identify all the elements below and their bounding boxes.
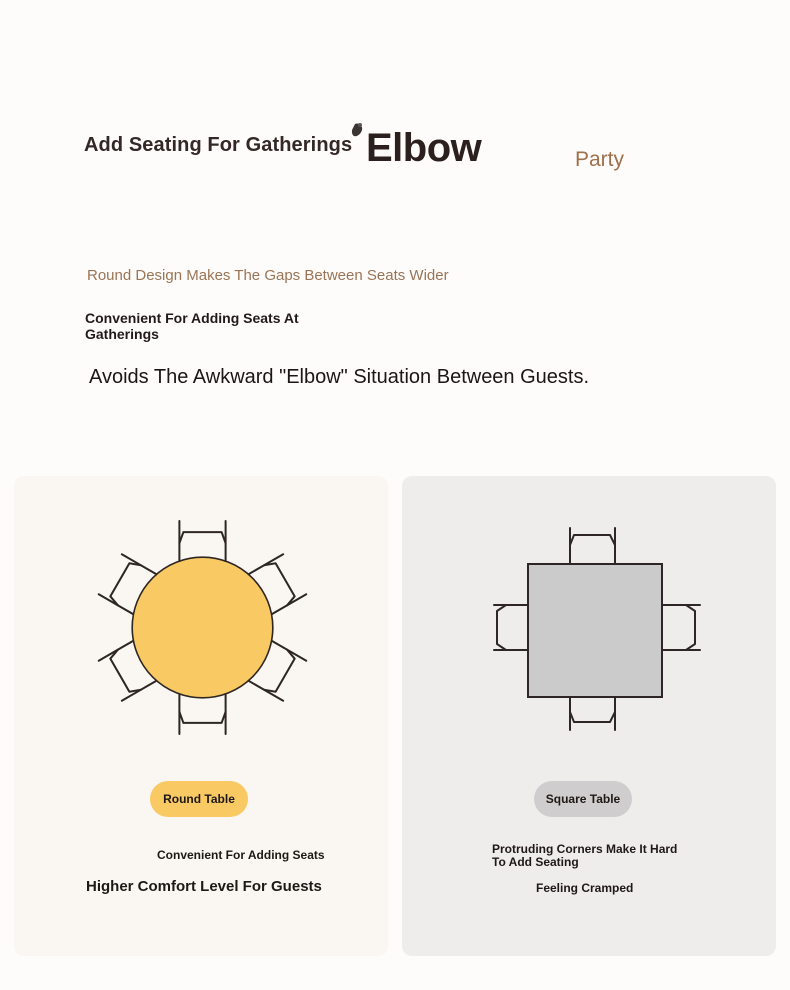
square-table-label: Square Table	[545, 792, 621, 806]
headline-elbow: Elbow	[366, 126, 482, 170]
headline-seating: Add Seating For Gatherings	[84, 134, 353, 156]
square-table-icon	[490, 520, 705, 735]
subhead-convenient: Convenient For Adding Seats At Gatherings	[85, 310, 299, 342]
headline-party: Party	[575, 148, 625, 171]
round-table-label: Round Table	[163, 792, 235, 806]
square-note-corners: Protruding Corners Make It Hard To Add Seating	[492, 842, 678, 869]
round-table-button[interactable]	[150, 781, 248, 817]
round-note-seats: Convenient For Adding Seats	[157, 848, 325, 862]
subhead-awkward: Avoids The Awkward "Elbow" Situation Between Guests.	[89, 366, 590, 388]
round-note-comfort: Higher Comfort Level For Guests	[86, 878, 322, 895]
subhead-gaps: Round Design Makes The Gaps Between Seats Wider	[87, 267, 449, 284]
round-table-icon	[90, 515, 315, 740]
square-table-button[interactable]	[534, 781, 632, 817]
elbow-figure-icon	[351, 122, 365, 138]
square-note-cramped: Feeling Cramped	[536, 881, 634, 895]
